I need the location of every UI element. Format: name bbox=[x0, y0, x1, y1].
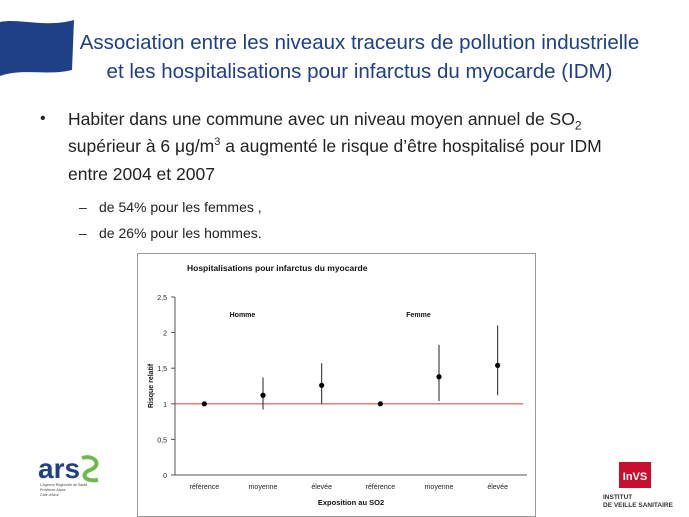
ars-caption-2: Provence-Alpes bbox=[40, 488, 66, 492]
group-label: Femme bbox=[406, 312, 431, 319]
y-tick-label: 0,5 bbox=[157, 437, 167, 445]
subbullet-women: de 54% pour les femmes , bbox=[99, 199, 262, 215]
y-tick-label: 2 bbox=[163, 330, 167, 338]
invs-mark: InVS bbox=[622, 471, 648, 483]
slide-title-line-1: Association entre les niveaux traceurs de pollution industrielle bbox=[79, 31, 640, 54]
ars-logo-text: ars bbox=[38, 453, 81, 484]
invs-line-1: INSTITUT bbox=[603, 494, 633, 501]
ars-logo bbox=[38, 452, 102, 498]
data-point bbox=[319, 383, 324, 388]
bullet-marker: • bbox=[40, 110, 46, 127]
chart-title: Hospitalisations pour infarctus du myocarde bbox=[187, 263, 368, 273]
x-tick-label: élevée bbox=[311, 484, 332, 491]
x-axis-label: Exposition au SO2 bbox=[317, 498, 385, 507]
ars-caption-3: Côte d’Azur bbox=[40, 493, 59, 497]
bullet-line-1-text: Habiter dans une commune avec un niveau moyen annuel de SO bbox=[68, 109, 575, 129]
data-point bbox=[436, 374, 441, 379]
chart-border bbox=[138, 254, 536, 517]
subbullet-men: de 26% pour les hommes. bbox=[99, 225, 262, 241]
bullet-line-1 bbox=[68, 109, 582, 133]
invs-logo bbox=[603, 462, 687, 514]
subbullet-dash: – bbox=[79, 225, 87, 241]
x-tick-label: référence bbox=[365, 484, 396, 491]
bullet-subscript: 2 bbox=[574, 118, 582, 133]
y-tick-label: 0 bbox=[163, 473, 167, 480]
x-tick-label: référence bbox=[189, 484, 220, 491]
bullet-superscript: 3 bbox=[214, 136, 221, 149]
data-point bbox=[495, 363, 500, 368]
invs-line-2: DE VEILLE SANITAIRE bbox=[603, 502, 673, 509]
bullet-line-3: entre 2004 et 2007 bbox=[68, 164, 215, 184]
chart bbox=[137, 253, 536, 517]
y-tick-label: 2,5 bbox=[157, 295, 167, 302]
data-point bbox=[378, 401, 383, 406]
x-tick-label: moyenne bbox=[248, 484, 278, 491]
x-tick-label: moyenne bbox=[424, 484, 454, 491]
y-tick-label: 1,5 bbox=[157, 366, 167, 374]
bullet-line-2-text: supérieur à 6 μg/m bbox=[68, 136, 215, 156]
y-axis-label: Risque relatif bbox=[148, 363, 155, 409]
ars-swoosh bbox=[82, 457, 98, 480]
x-tick-label: élevée bbox=[487, 484, 508, 491]
slide-title-line-2: et les hospitalisations pour infarctus du myocarde (IDM) bbox=[106, 60, 613, 83]
bullet-line-2 bbox=[68, 136, 602, 157]
data-point bbox=[202, 401, 207, 406]
subbullet-dash: – bbox=[79, 199, 87, 215]
data-point bbox=[260, 393, 265, 398]
bullet-line-2-rest: a augmenté le risque d’être hospitalisé pour IDM bbox=[220, 136, 602, 156]
y-tick-label: 1 bbox=[163, 401, 167, 409]
group-label: Homme bbox=[229, 312, 256, 319]
ars-caption-1: L’Agence Régionale de Santé bbox=[40, 483, 88, 487]
